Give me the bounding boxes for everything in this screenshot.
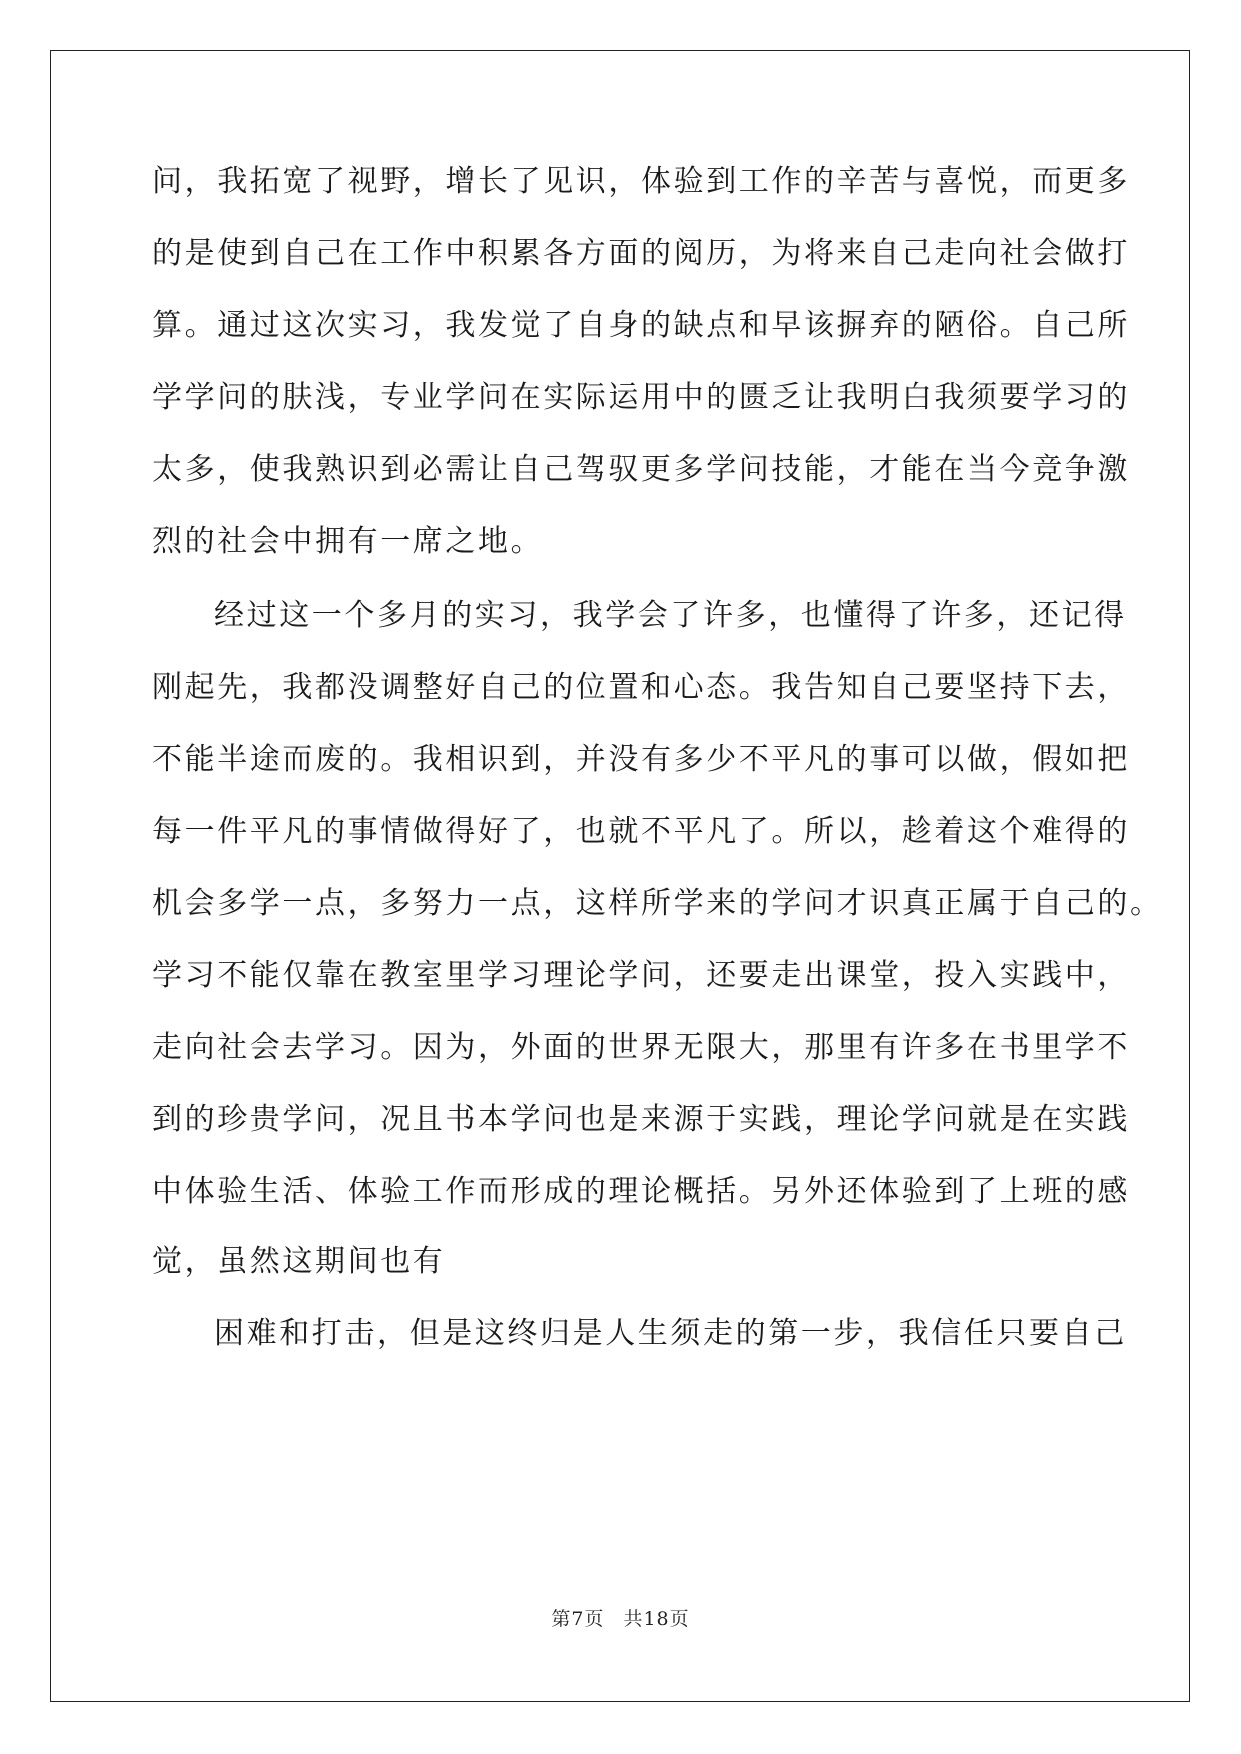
paragraph-2-line-10: 觉，虽然这期间也有 (152, 1244, 446, 1279)
page-total: 共18页 (623, 1608, 690, 1630)
paragraph-2-line-4: 每一件平凡的事情做得好了，也就不平凡了。所以，趁着这个难得的 (152, 814, 1130, 849)
paragraph-1-line-2: 的是使到自己在工作中积累各方面的阅历，为将来自己走向社会做打 (152, 236, 1130, 271)
paragraph-1-line-5: 太多，使我熟识到必需让自己驾驭更多学问技能，才能在当今竞争激 (152, 452, 1130, 487)
paragraph-2-line-3: 不能半途而废的。我相识到，并没有多少不平凡的事可以做，假如把 (152, 742, 1130, 777)
paragraph-3-line-1: 困难和打击，但是这终归是人生须走的第一步，我信任只要自己 (214, 1316, 1127, 1351)
paragraph-2-line-1: 经过这一个多月的实习，我学会了许多，也懂得了许多，还记得 (214, 598, 1127, 633)
page-footer (0, 1604, 1241, 1631)
paragraph-2-line-9: 中体验生活、体验工作而形成的理论概括。另外还体验到了上班的感 (152, 1174, 1130, 1209)
paragraph-2-line-6: 学习不能仅靠在教室里学习理论学问，还要走出课堂，投入实践中， (152, 958, 1130, 993)
paragraph-1-line-6: 烈的社会中拥有一席之地。 (152, 524, 544, 559)
paragraph-1-line-1: 问，我拓宽了视野，增长了见识，体验到工作的辛苦与喜悦，而更多 (152, 164, 1130, 199)
paragraph-2-line-7: 走向社会去学习。因为，外面的世界无限大，那里有许多在书里学不 (152, 1030, 1130, 1065)
page-number: 第7页 (551, 1608, 605, 1630)
paragraph-2-line-2: 刚起先，我都没调整好自己的位置和心态。我告知自己要坚持下去， (152, 670, 1130, 705)
paragraph-2-line-5: 机会多学一点，多努力一点，这样所学来的学问才识真正属于自己的。 (152, 886, 1163, 921)
page-border (50, 50, 1190, 1702)
paragraph-1-line-3: 算。通过这次实习，我发觉了自身的缺点和早该摒弃的陋俗。自己所 (152, 308, 1130, 343)
paragraph-2-line-8: 到的珍贵学问，况且书本学问也是来源于实践，理论学问就是在实践 (152, 1102, 1130, 1137)
paragraph-1-line-4: 学学问的肤浅，专业学问在实际运用中的匮乏让我明白我须要学习的 (152, 380, 1130, 415)
